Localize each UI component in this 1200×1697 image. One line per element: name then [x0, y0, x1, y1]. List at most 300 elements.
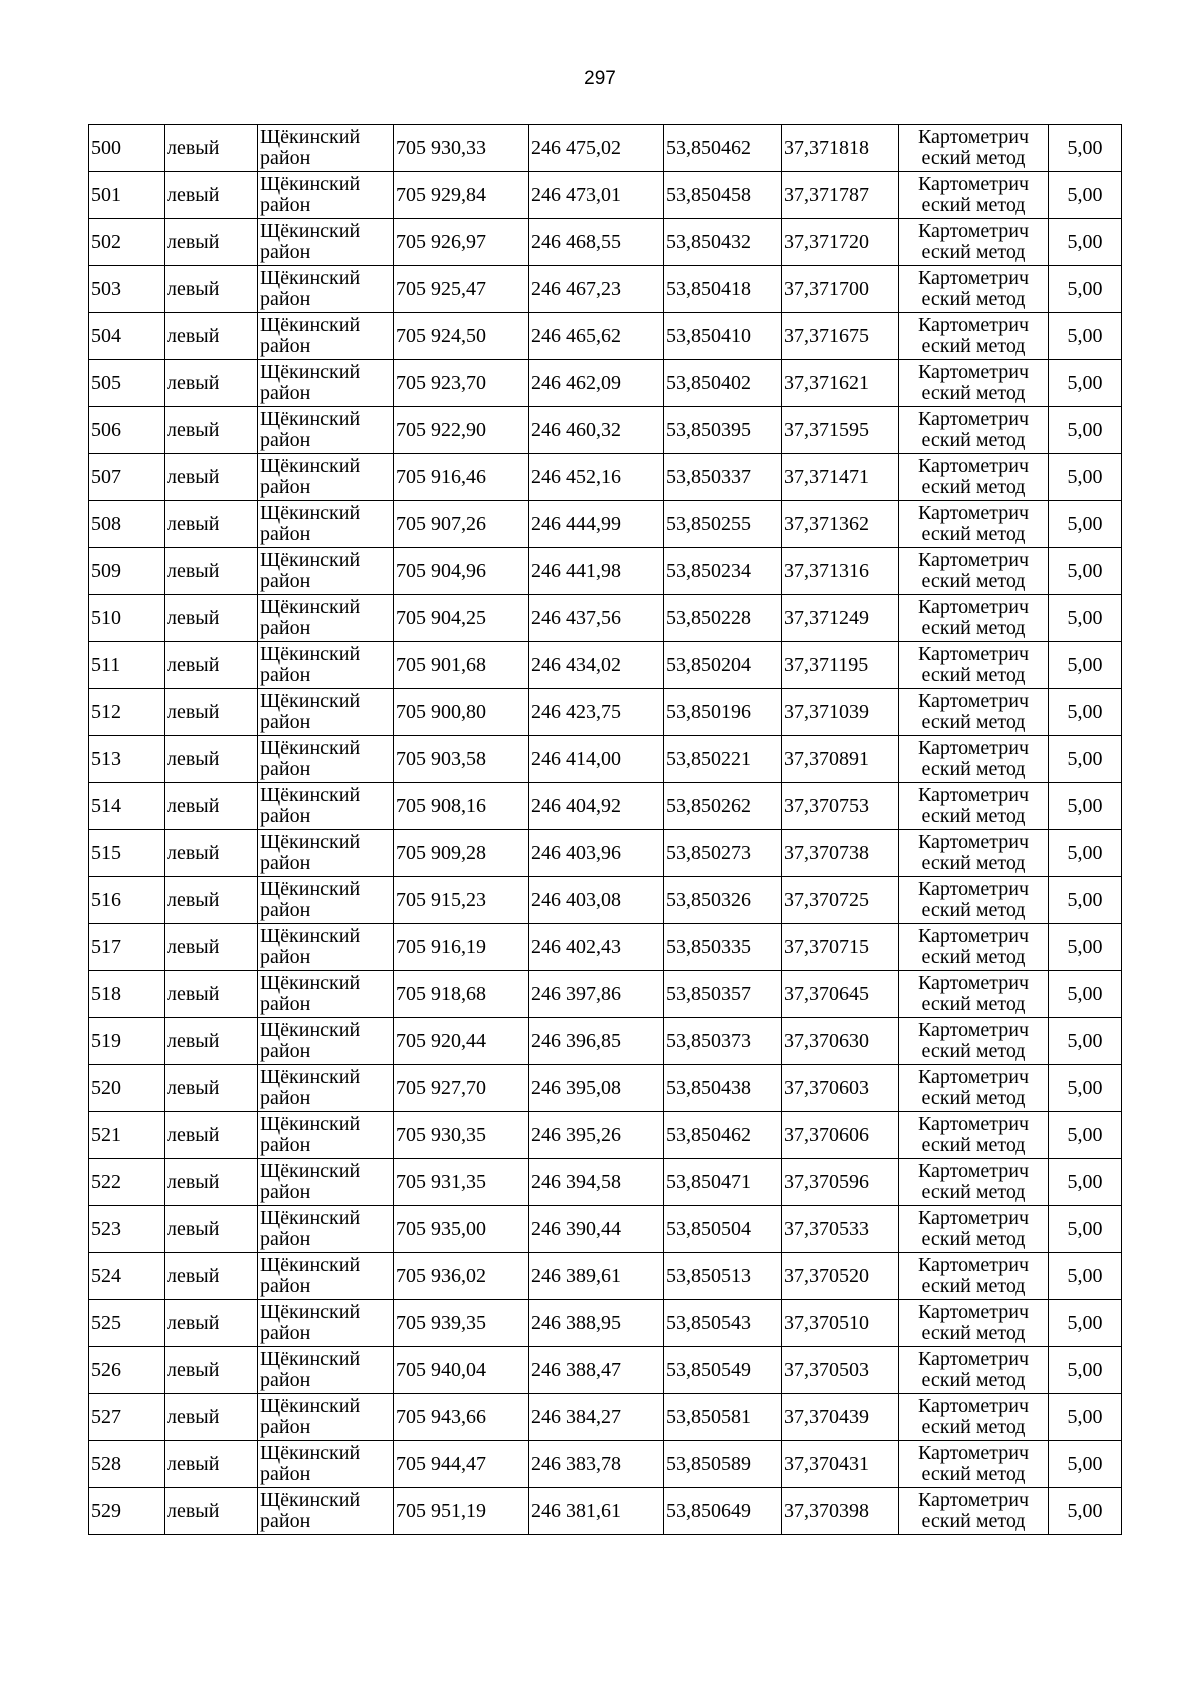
x-coordinate-cell: 705 903,58 — [394, 736, 529, 783]
accuracy-cell: 5,00 — [1049, 642, 1122, 689]
district-cell — [258, 313, 394, 360]
latitude-cell: 53,850221 — [664, 736, 782, 783]
district-cell — [258, 642, 394, 689]
side-cell: левый — [165, 313, 258, 360]
district-cell — [258, 360, 394, 407]
district-cell — [258, 501, 394, 548]
accuracy-cell: 5,00 — [1049, 1253, 1122, 1300]
method-cell-line-1: Картометрич — [917, 1301, 1030, 1323]
district-cell-line-2: район — [260, 1134, 311, 1156]
district-cell-line-1: Щёкинский — [260, 1160, 361, 1182]
accuracy-cell: 5,00 — [1049, 971, 1122, 1018]
district-cell-line-1: Щёкинский — [260, 1207, 361, 1229]
table-row — [89, 1441, 1122, 1488]
district-cell — [258, 266, 394, 313]
y-coordinate-cell: 246 468,55 — [529, 219, 664, 266]
method-cell-line-1: Картометрич — [917, 925, 1030, 947]
longitude-cell: 37,370431 — [782, 1441, 899, 1488]
district-cell — [258, 924, 394, 971]
point-number-cell: 528 — [89, 1441, 165, 1488]
district-cell — [258, 689, 394, 736]
side-cell: левый — [165, 877, 258, 924]
longitude-cell: 37,370439 — [782, 1394, 899, 1441]
side-cell: левый — [165, 1112, 258, 1159]
method-cell-line-1: Картометрич — [917, 784, 1030, 806]
district-cell-line-1: Щёкинский — [260, 596, 361, 618]
x-coordinate-cell: 705 915,23 — [394, 877, 529, 924]
latitude-cell: 53,850273 — [664, 830, 782, 877]
y-coordinate-cell: 246 389,61 — [529, 1253, 664, 1300]
method-cell-line-1: Картометрич — [917, 1113, 1030, 1135]
x-coordinate-cell: 705 918,68 — [394, 971, 529, 1018]
y-coordinate-cell: 246 390,44 — [529, 1206, 664, 1253]
district-cell-line-2: район — [260, 1181, 311, 1203]
accuracy-cell: 5,00 — [1049, 736, 1122, 783]
side-cell: левый — [165, 1488, 258, 1535]
y-coordinate-cell: 246 396,85 — [529, 1018, 664, 1065]
accuracy-cell: 5,00 — [1049, 1018, 1122, 1065]
table-body — [89, 125, 1122, 1535]
district-cell — [258, 1112, 394, 1159]
method-cell-line-2: еский метод — [921, 1087, 1026, 1109]
x-coordinate-cell: 705 929,84 — [394, 172, 529, 219]
district-cell — [258, 407, 394, 454]
method-cell-line-1: Картометрич — [917, 502, 1030, 524]
latitude-cell: 53,850196 — [664, 689, 782, 736]
side-cell: левый — [165, 172, 258, 219]
y-coordinate-cell: 246 403,96 — [529, 830, 664, 877]
latitude-cell: 53,850262 — [664, 783, 782, 830]
method-cell — [899, 125, 1049, 172]
x-coordinate-cell: 705 909,28 — [394, 830, 529, 877]
method-cell — [899, 595, 1049, 642]
district-cell-line-1: Щёкинский — [260, 1395, 361, 1417]
point-number-cell: 500 — [89, 125, 165, 172]
district-cell-line-1: Щёкинский — [260, 1066, 361, 1088]
side-cell: левый — [165, 1394, 258, 1441]
method-cell-line-1: Картометрич — [917, 1442, 1030, 1464]
y-coordinate-cell: 246 388,47 — [529, 1347, 664, 1394]
method-cell-line-2: еский метод — [921, 1181, 1026, 1203]
district-cell-line-1: Щёкинский — [260, 173, 361, 195]
point-number-cell: 527 — [89, 1394, 165, 1441]
district-cell-line-2: район — [260, 1275, 311, 1297]
district-cell-line-2: район — [260, 758, 311, 780]
district-cell — [258, 595, 394, 642]
method-cell-line-2: еский метод — [921, 147, 1026, 169]
table-row — [89, 548, 1122, 595]
y-coordinate-cell: 246 465,62 — [529, 313, 664, 360]
method-cell — [899, 313, 1049, 360]
accuracy-cell: 5,00 — [1049, 172, 1122, 219]
x-coordinate-cell: 705 922,90 — [394, 407, 529, 454]
district-cell-line-2: район — [260, 570, 311, 592]
district-cell — [258, 1159, 394, 1206]
y-coordinate-cell: 246 452,16 — [529, 454, 664, 501]
latitude-cell: 53,850418 — [664, 266, 782, 313]
point-number-cell: 516 — [89, 877, 165, 924]
method-cell-line-2: еский метод — [921, 1134, 1026, 1156]
method-cell-line-1: Картометрич — [917, 455, 1030, 477]
side-cell: левый — [165, 689, 258, 736]
method-cell-line-2: еский метод — [921, 288, 1026, 310]
x-coordinate-cell: 705 930,35 — [394, 1112, 529, 1159]
x-coordinate-cell: 705 904,25 — [394, 595, 529, 642]
method-cell-line-2: еский метод — [921, 711, 1026, 733]
district-cell-line-2: район — [260, 946, 311, 968]
district-cell — [258, 736, 394, 783]
district-cell-line-2: район — [260, 1228, 311, 1250]
table-row — [89, 783, 1122, 830]
method-cell-line-2: еский метод — [921, 993, 1026, 1015]
point-number-cell: 510 — [89, 595, 165, 642]
x-coordinate-cell: 705 925,47 — [394, 266, 529, 313]
accuracy-cell: 5,00 — [1049, 830, 1122, 877]
latitude-cell: 53,850432 — [664, 219, 782, 266]
method-cell — [899, 501, 1049, 548]
point-number-cell: 529 — [89, 1488, 165, 1535]
latitude-cell: 53,850373 — [664, 1018, 782, 1065]
page-number: 297 — [584, 68, 616, 89]
method-cell — [899, 971, 1049, 1018]
longitude-cell: 37,371362 — [782, 501, 899, 548]
accuracy-cell: 5,00 — [1049, 266, 1122, 313]
x-coordinate-cell: 705 943,66 — [394, 1394, 529, 1441]
district-cell-line-2: район — [260, 1087, 311, 1109]
latitude-cell: 53,850471 — [664, 1159, 782, 1206]
longitude-cell: 37,371471 — [782, 454, 899, 501]
method-cell-line-1: Картометрич — [917, 690, 1030, 712]
table-row — [89, 877, 1122, 924]
longitude-cell: 37,371720 — [782, 219, 899, 266]
district-cell-line-2: район — [260, 335, 311, 357]
method-cell — [899, 783, 1049, 830]
method-cell — [899, 407, 1049, 454]
point-number-cell: 509 — [89, 548, 165, 595]
latitude-cell: 53,850357 — [664, 971, 782, 1018]
x-coordinate-cell: 705 907,26 — [394, 501, 529, 548]
method-cell — [899, 1253, 1049, 1300]
latitude-cell: 53,850549 — [664, 1347, 782, 1394]
district-cell-line-2: район — [260, 617, 311, 639]
district-cell-line-1: Щёкинский — [260, 502, 361, 524]
method-cell — [899, 1159, 1049, 1206]
accuracy-cell: 5,00 — [1049, 219, 1122, 266]
district-cell-line-1: Щёкинский — [260, 1348, 361, 1370]
district-cell-line-2: район — [260, 429, 311, 451]
table-row — [89, 1065, 1122, 1112]
district-cell-line-2: район — [260, 899, 311, 921]
method-cell-line-1: Картометрич — [917, 1348, 1030, 1370]
y-coordinate-cell: 246 444,99 — [529, 501, 664, 548]
latitude-cell: 53,850649 — [664, 1488, 782, 1535]
point-number-cell: 521 — [89, 1112, 165, 1159]
side-cell: левый — [165, 1206, 258, 1253]
table-row — [89, 172, 1122, 219]
accuracy-cell: 5,00 — [1049, 783, 1122, 830]
district-cell — [258, 1347, 394, 1394]
district-cell-line-1: Щёкинский — [260, 314, 361, 336]
y-coordinate-cell: 246 381,61 — [529, 1488, 664, 1535]
side-cell: левый — [165, 1065, 258, 1112]
district-cell-line-1: Щёкинский — [260, 126, 361, 148]
method-cell-line-1: Картометрич — [917, 549, 1030, 571]
y-coordinate-cell: 246 467,23 — [529, 266, 664, 313]
method-cell-line-2: еский метод — [921, 382, 1026, 404]
table-row — [89, 360, 1122, 407]
point-number-cell: 524 — [89, 1253, 165, 1300]
side-cell: левый — [165, 736, 258, 783]
longitude-cell: 37,371818 — [782, 125, 899, 172]
accuracy-cell: 5,00 — [1049, 1065, 1122, 1112]
district-cell-line-2: район — [260, 288, 311, 310]
method-cell — [899, 830, 1049, 877]
y-coordinate-cell: 246 460,32 — [529, 407, 664, 454]
longitude-cell: 37,370533 — [782, 1206, 899, 1253]
method-cell-line-2: еский метод — [921, 1463, 1026, 1485]
method-cell — [899, 924, 1049, 971]
method-cell — [899, 360, 1049, 407]
district-cell-line-2: район — [260, 993, 311, 1015]
longitude-cell: 37,370715 — [782, 924, 899, 971]
district-cell-line-2: район — [260, 1369, 311, 1391]
method-cell-line-1: Картометрич — [917, 878, 1030, 900]
y-coordinate-cell: 246 403,08 — [529, 877, 664, 924]
method-cell — [899, 736, 1049, 783]
side-cell: левый — [165, 1347, 258, 1394]
district-cell — [258, 783, 394, 830]
x-coordinate-cell: 705 939,35 — [394, 1300, 529, 1347]
method-cell — [899, 1394, 1049, 1441]
method-cell-line-1: Картометрич — [917, 1254, 1030, 1276]
method-cell-line-2: еский метод — [921, 758, 1026, 780]
district-cell-line-1: Щёкинский — [260, 831, 361, 853]
accuracy-cell: 5,00 — [1049, 595, 1122, 642]
longitude-cell: 37,370630 — [782, 1018, 899, 1065]
latitude-cell: 53,850337 — [664, 454, 782, 501]
accuracy-cell: 5,00 — [1049, 125, 1122, 172]
side-cell: левый — [165, 501, 258, 548]
table-row — [89, 501, 1122, 548]
side-cell: левый — [165, 642, 258, 689]
latitude-cell: 53,850513 — [664, 1253, 782, 1300]
x-coordinate-cell: 705 951,19 — [394, 1488, 529, 1535]
method-cell-line-1: Картометрич — [917, 831, 1030, 853]
table-row — [89, 1394, 1122, 1441]
table-row — [89, 313, 1122, 360]
district-cell — [258, 1253, 394, 1300]
district-cell-line-1: Щёкинский — [260, 925, 361, 947]
method-cell-line-1: Картометрич — [917, 1207, 1030, 1229]
method-cell — [899, 219, 1049, 266]
y-coordinate-cell: 246 394,58 — [529, 1159, 664, 1206]
method-cell — [899, 1300, 1049, 1347]
method-cell-line-1: Картометрич — [917, 361, 1030, 383]
latitude-cell: 53,850255 — [664, 501, 782, 548]
method-cell-line-2: еский метод — [921, 523, 1026, 545]
point-number-cell: 512 — [89, 689, 165, 736]
district-cell-line-1: Щёкинский — [260, 1254, 361, 1276]
district-cell-line-1: Щёкинский — [260, 784, 361, 806]
method-cell-line-1: Картометрич — [917, 1160, 1030, 1182]
district-cell-line-2: район — [260, 852, 311, 874]
x-coordinate-cell: 705 900,80 — [394, 689, 529, 736]
x-coordinate-cell: 705 924,50 — [394, 313, 529, 360]
longitude-cell: 37,370503 — [782, 1347, 899, 1394]
coordinates-table — [88, 124, 1122, 1535]
method-cell-line-2: еский метод — [921, 1040, 1026, 1062]
table-row — [89, 595, 1122, 642]
latitude-cell: 53,850228 — [664, 595, 782, 642]
side-cell: левый — [165, 971, 258, 1018]
district-cell-line-2: район — [260, 1463, 311, 1485]
district-cell-line-2: район — [260, 1322, 311, 1344]
district-cell-line-1: Щёкинский — [260, 737, 361, 759]
accuracy-cell: 5,00 — [1049, 1159, 1122, 1206]
district-cell — [258, 877, 394, 924]
district-cell-line-2: район — [260, 194, 311, 216]
method-cell-line-1: Картометрич — [917, 173, 1030, 195]
district-cell-line-2: район — [260, 523, 311, 545]
point-number-cell: 503 — [89, 266, 165, 313]
longitude-cell: 37,371700 — [782, 266, 899, 313]
table-row — [89, 1488, 1122, 1535]
method-cell-line-2: еский метод — [921, 570, 1026, 592]
method-cell-line-2: еский метод — [921, 476, 1026, 498]
x-coordinate-cell: 705 908,16 — [394, 783, 529, 830]
point-number-cell: 511 — [89, 642, 165, 689]
point-number-cell: 502 — [89, 219, 165, 266]
side-cell: левый — [165, 548, 258, 595]
method-cell — [899, 642, 1049, 689]
side-cell: левый — [165, 266, 258, 313]
method-cell-line-1: Картометрич — [917, 126, 1030, 148]
district-cell — [258, 1441, 394, 1488]
method-cell-line-2: еский метод — [921, 194, 1026, 216]
side-cell: левый — [165, 924, 258, 971]
district-cell-line-2: район — [260, 1040, 311, 1062]
y-coordinate-cell: 246 404,92 — [529, 783, 664, 830]
table-row — [89, 1018, 1122, 1065]
table-row — [89, 454, 1122, 501]
accuracy-cell: 5,00 — [1049, 689, 1122, 736]
point-number-cell: 514 — [89, 783, 165, 830]
y-coordinate-cell: 246 397,86 — [529, 971, 664, 1018]
longitude-cell: 37,370398 — [782, 1488, 899, 1535]
point-number-cell: 519 — [89, 1018, 165, 1065]
district-cell — [258, 219, 394, 266]
district-cell-line-1: Щёкинский — [260, 267, 361, 289]
accuracy-cell: 5,00 — [1049, 877, 1122, 924]
method-cell-line-2: еский метод — [921, 664, 1026, 686]
district-cell — [258, 454, 394, 501]
method-cell-line-2: еский метод — [921, 1322, 1026, 1344]
accuracy-cell: 5,00 — [1049, 1441, 1122, 1488]
district-cell-line-2: район — [260, 241, 311, 263]
x-coordinate-cell: 705 904,96 — [394, 548, 529, 595]
district-cell-line-2: район — [260, 664, 311, 686]
x-coordinate-cell: 705 901,68 — [394, 642, 529, 689]
accuracy-cell: 5,00 — [1049, 1394, 1122, 1441]
method-cell-line-2: еский метод — [921, 1275, 1026, 1297]
table-row — [89, 266, 1122, 313]
district-cell-line-1: Щёкинский — [260, 643, 361, 665]
latitude-cell: 53,850462 — [664, 1112, 782, 1159]
district-cell-line-1: Щёкинский — [260, 1489, 361, 1511]
longitude-cell: 37,370596 — [782, 1159, 899, 1206]
side-cell: левый — [165, 595, 258, 642]
district-cell — [258, 1065, 394, 1112]
district-cell — [258, 971, 394, 1018]
longitude-cell: 37,371621 — [782, 360, 899, 407]
point-number-cell: 520 — [89, 1065, 165, 1112]
y-coordinate-cell: 246 383,78 — [529, 1441, 664, 1488]
table-row — [89, 1347, 1122, 1394]
side-cell: левый — [165, 830, 258, 877]
district-cell-line-1: Щёкинский — [260, 549, 361, 571]
district-cell-line-2: район — [260, 711, 311, 733]
table-row — [89, 971, 1122, 1018]
point-number-cell: 522 — [89, 1159, 165, 1206]
method-cell-line-2: еский метод — [921, 805, 1026, 827]
point-number-cell: 518 — [89, 971, 165, 1018]
accuracy-cell: 5,00 — [1049, 1347, 1122, 1394]
side-cell: левый — [165, 1253, 258, 1300]
y-coordinate-cell: 246 437,56 — [529, 595, 664, 642]
longitude-cell: 37,370738 — [782, 830, 899, 877]
accuracy-cell: 5,00 — [1049, 924, 1122, 971]
method-cell — [899, 877, 1049, 924]
longitude-cell: 37,371195 — [782, 642, 899, 689]
x-coordinate-cell: 705 920,44 — [394, 1018, 529, 1065]
method-cell-line-1: Картометрич — [917, 1395, 1030, 1417]
latitude-cell: 53,850326 — [664, 877, 782, 924]
side-cell: левый — [165, 360, 258, 407]
longitude-cell: 37,370606 — [782, 1112, 899, 1159]
side-cell: левый — [165, 454, 258, 501]
accuracy-cell: 5,00 — [1049, 407, 1122, 454]
longitude-cell: 37,370520 — [782, 1253, 899, 1300]
district-cell — [258, 1206, 394, 1253]
x-coordinate-cell: 705 935,00 — [394, 1206, 529, 1253]
district-cell-line-1: Щёкинский — [260, 1113, 361, 1135]
x-coordinate-cell: 705 923,70 — [394, 360, 529, 407]
y-coordinate-cell: 246 475,02 — [529, 125, 664, 172]
district-cell-line-1: Щёкинский — [260, 878, 361, 900]
x-coordinate-cell: 705 927,70 — [394, 1065, 529, 1112]
district-cell-line-2: район — [260, 382, 311, 404]
accuracy-cell: 5,00 — [1049, 1112, 1122, 1159]
y-coordinate-cell: 246 462,09 — [529, 360, 664, 407]
latitude-cell: 53,850462 — [664, 125, 782, 172]
y-coordinate-cell: 246 395,08 — [529, 1065, 664, 1112]
x-coordinate-cell: 705 930,33 — [394, 125, 529, 172]
x-coordinate-cell: 705 916,46 — [394, 454, 529, 501]
method-cell — [899, 172, 1049, 219]
longitude-cell: 37,371039 — [782, 689, 899, 736]
method-cell-line-2: еский метод — [921, 241, 1026, 263]
y-coordinate-cell: 246 473,01 — [529, 172, 664, 219]
longitude-cell: 37,370891 — [782, 736, 899, 783]
table-row — [89, 125, 1122, 172]
longitude-cell: 37,370753 — [782, 783, 899, 830]
x-coordinate-cell: 705 916,19 — [394, 924, 529, 971]
method-cell-line-1: Картометрич — [917, 220, 1030, 242]
district-cell — [258, 548, 394, 595]
point-number-cell: 523 — [89, 1206, 165, 1253]
district-cell — [258, 830, 394, 877]
latitude-cell: 53,850410 — [664, 313, 782, 360]
